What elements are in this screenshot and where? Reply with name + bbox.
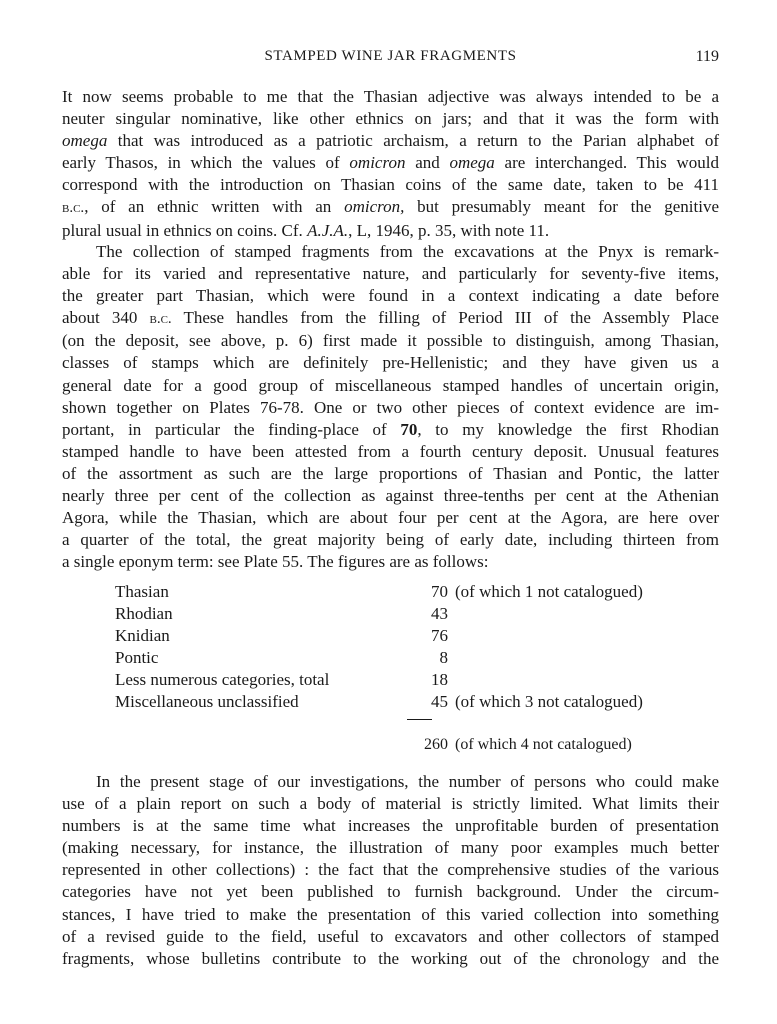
category-count: 8 — [439, 648, 448, 667]
journal-abbrev: A.J.A. — [307, 220, 349, 240]
text-line: nearly three per cent of the collection as against three-tenths per cent at the Athenian — [62, 486, 719, 506]
text-span: but presumably meant for the genitive — [404, 197, 719, 217]
text-line: a single eponym term: see Plate 55. The figures are as follows: — [62, 552, 489, 572]
text-line: of the assortment as such are the large proportions of Thasian and Pontic, the latter — [62, 463, 719, 483]
text-line — [62, 419, 719, 441]
total-row — [115, 736, 675, 758]
category-label: Knidian — [115, 626, 170, 645]
category-label: Miscellaneous unclassified — [115, 692, 299, 711]
category-note: (of which 3 not catalogued) — [455, 692, 643, 711]
text-line — [62, 307, 719, 330]
category-count: 43 — [431, 604, 448, 623]
category-count: 76 — [431, 626, 448, 645]
running-title: STAMPED WINE JAR FRAGMENTS — [264, 48, 517, 64]
text-line: represented in other collections) : the fact that the comprehensive studies of the various — [62, 860, 719, 880]
text-line: of a revised guide to the field, useful to excavators and other collectors of stamped — [62, 926, 719, 946]
text-line: neuter singular nominative, like other ethnics on jars; and that it was the form with — [62, 109, 719, 129]
text-line: fragments, whose bulletins contribute to the working out of the chronology and the — [62, 948, 719, 968]
text-line: (making necessary, for instance, the illustration of many poor examples much better — [62, 838, 719, 858]
text-line — [62, 196, 719, 219]
text-line: It now seems probable to me that the Thasian adjective was always intended to be a — [62, 87, 719, 106]
page-header — [62, 48, 719, 72]
text-line: (on the deposit, see above, p. 6) first made it possible to distinguish, among Thasian, — [62, 331, 719, 351]
paragraph-3 — [62, 771, 719, 970]
text-line: correspond with the introduction on Thasian coins of the same date, taken to be 411 — [62, 175, 719, 195]
category-count: 45 — [431, 692, 448, 711]
table-row — [115, 581, 675, 603]
text-line: The collection of stamped fragments from the excavations at the Pnyx is remark- — [96, 242, 719, 261]
era-abbrev: b.c. — [62, 200, 85, 217]
table-row — [115, 691, 675, 713]
text-span: early Thasos, in which the values of — [62, 153, 350, 173]
text-line: the greater part Thasian, which were found in a context indicating a date before — [62, 286, 719, 306]
category-note: (of which 1 not catalogued) — [455, 582, 643, 601]
era-abbrev: b.c. — [149, 311, 172, 328]
category-label: Less numerous categories, total — [115, 670, 330, 689]
text-span: , of an ethnic written with an — [84, 197, 345, 217]
text-span: plural usual in ethnics on coins. Cf. — [62, 220, 308, 240]
text-span: and — [405, 153, 450, 173]
text-line: In the present stage of our investigations, the number of persons who could make — [96, 772, 719, 791]
text-line — [62, 130, 719, 152]
text-line: classes of stamps which are definitely pre-Hellenistic; and they have given us a — [62, 353, 719, 373]
text-line: a quarter of the total, the great majority being of early date, including thirteen from — [62, 530, 719, 550]
text-span: portant, in particular the finding-place of — [62, 419, 401, 439]
text-line: stamped handle to have been attested from a fourth century deposit. Unusual features — [62, 441, 719, 461]
total-count: 260 — [424, 736, 448, 753]
paragraph-2 — [62, 241, 719, 573]
text-span: about 340 — [62, 308, 150, 328]
text-span: , L, 1946, p. 35, with note 11. — [348, 220, 550, 240]
catalogue-number: 70 — [400, 419, 418, 439]
italic-term: omega — [62, 131, 108, 151]
text-line: numbers is at the same time what increases the unprofitable burden of presentation — [62, 816, 719, 836]
paragraph-1 — [62, 86, 719, 242]
sum-rule — [407, 719, 432, 720]
text-line: general date for a good group of miscellaneous stamped handles of uncertain origin, — [62, 375, 719, 395]
text-line: shown together on Plates 76-78. One or two other pieces of context evidence are im- — [62, 397, 719, 417]
text-span: that was introduced as a patriotic archaism, a return to the Parian alphabet of — [107, 131, 719, 151]
category-count: 70 — [431, 582, 448, 601]
category-label: Rhodian — [115, 604, 173, 623]
text-line: Agora, while the Thasian, which are about four per cent at the Agora, are here over — [62, 508, 719, 528]
text-line: categories have not yet been published to furnish background. Under the circum- — [62, 882, 719, 902]
italic-term: omega — [449, 153, 495, 173]
text-line — [62, 220, 719, 242]
category-label: Pontic — [115, 648, 159, 667]
page-number: 119 — [695, 48, 719, 65]
text-span: , to my knowledge the first Rhodian — [417, 419, 719, 439]
table-row — [115, 647, 675, 669]
table-row — [115, 625, 675, 647]
table-row — [115, 603, 675, 625]
table-row — [115, 669, 675, 691]
italic-term: omicron, — [344, 197, 405, 217]
text-span: are interchanged. This would — [494, 153, 719, 173]
text-span: These handles from the filling of Period III of the Assembly Place — [171, 308, 719, 328]
italic-term: omicron — [349, 153, 406, 173]
text-line: stances, I have tried to make the presentation of this varied collection into something — [62, 904, 719, 924]
text-line — [62, 152, 719, 174]
figures-table — [115, 581, 675, 713]
total-note: (of which 4 not catalogued) — [455, 736, 632, 753]
category-label: Thasian — [115, 582, 169, 601]
text-line: use of a plain report on such a body of material is strictly limited. What limits their — [62, 794, 719, 814]
category-count: 18 — [431, 670, 448, 689]
text-line: able for its varied and representative nature, and particularly for seventy-five items, — [62, 264, 719, 284]
